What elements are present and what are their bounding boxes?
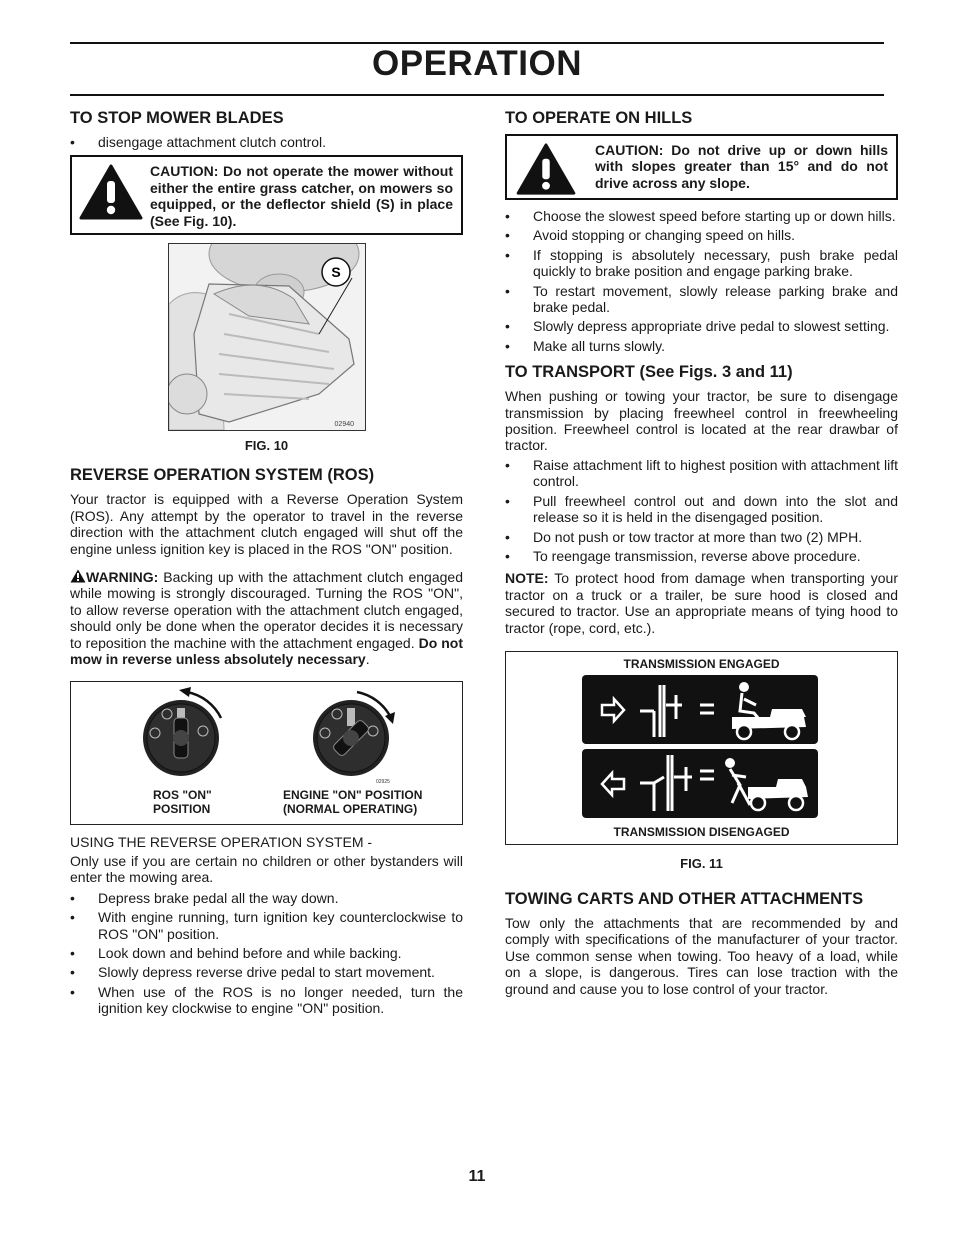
towing-paragraph: Tow only the attachments that are recommended by and comply with specifications of the manufacturer of your tractor. Use common sense when towing. Too heavy of a load, while on a slope, is dangerous. Tires can lose traction with the ground and cause you to lose control of your tractor. (505, 914, 898, 997)
list-item: • To reengage transmission, reverse above procedure. (505, 548, 898, 564)
list-item: • disengage attachment clutch control. (70, 134, 463, 150)
ros-on-label-line1: ROS "ON" (153, 788, 212, 803)
warning-text: Backing up with the attachment clutch engaged while mowing is strongly discouraged. Turning the ROS "ON", to allow reverse operation with the attachment clutch engaged, should only be done when the operator decides it is necessary to reposition the machine with the attachment engaged. (70, 569, 463, 651)
deflector-shield-illustration (169, 244, 365, 430)
fig-10-image (168, 243, 366, 431)
transport-list (505, 457, 898, 564)
page-number: 11 (468, 1168, 486, 1185)
transmission-engaged-label: TRANSMISSION ENGAGED (623, 656, 780, 671)
ros-paragraph: Your tractor is equipped with a Reverse Operation System (ROS). Any attempt by the operator to travel in the reverse direction with the attachment clutch engaged will shut off the engine unless ignition key is placed in the ROS "ON" position. (70, 491, 463, 557)
caution-box-hills (505, 134, 898, 200)
caution-text: CAUTION: Do not drive up or down hills with slopes greater than 15° and do not drive across any slope. (595, 142, 888, 191)
header-bottom-rule (70, 94, 884, 96)
ros-heading: REVERSE OPERATION SYSTEM (ROS) (70, 466, 375, 485)
caution-triangle-icon (78, 163, 144, 221)
transmission-disengaged-pictogram (582, 749, 818, 818)
stop-blades-heading: TO STOP MOWER BLADES (70, 109, 284, 127)
engine-on-label (283, 789, 422, 816)
left-column (70, 108, 463, 1020)
note-label: NOTE: (505, 570, 549, 587)
list-item: • Slowly depress reverse drive pedal to start movement. (70, 964, 463, 980)
hills-list (505, 208, 898, 354)
list-item: • Make all turns slowly. (505, 338, 898, 354)
list-item: • Pull freewheel control out and down into the slot and release so it is held in the disengaged position. (505, 493, 898, 526)
page-title: OPERATION (372, 44, 582, 83)
towing-heading: TOWING CARTS AND OTHER ATTACHMENTS (505, 889, 864, 908)
using-ros-paragraph: Only use if you are certain no children or other bystanders will enter the mowing area. (70, 852, 463, 886)
ros-on-label-line2: POSITION (153, 801, 211, 816)
caution-text: CAUTION: Do not operate the mower without either the entire grass catcher, on mowers so equipped, or the deflector shield (S) in place (See Fig. 10). (150, 163, 453, 229)
engine-on-label-line2: (NORMAL OPERATING) (283, 801, 418, 816)
ignition-fig-code: 02925 (376, 779, 390, 786)
warning-end: . (365, 651, 370, 668)
caution-box-grass-catcher (70, 155, 463, 235)
note-text: To protect hood from damage when transporting your tractor on a truck or a trailer, be sure hood is closed and secured to tractor. Use an appropriate means of tying hood to tractor (rope, cord, etc.). (505, 570, 898, 636)
engine-on-label-line1: ENGINE "ON" POSITION (283, 788, 423, 803)
stop-blades-list (70, 134, 463, 150)
transmission-engaged-pictogram (582, 675, 818, 744)
list-item: • With engine running, turn ignition key counterclockwise to ROS "ON" position. (70, 909, 463, 942)
ros-warning (70, 569, 463, 667)
fig-11-box (505, 651, 898, 845)
using-ros-list (70, 890, 463, 1017)
list-item: • When use of the ROS is no longer needed, turn the ignition key clockwise to engine "ON" position. (70, 984, 463, 1017)
fig-10-letter-s: S (331, 264, 341, 281)
list-item: • Slowly depress appropriate drive pedal to slowest setting. (505, 318, 898, 334)
ignition-switch-figure (70, 681, 463, 825)
warning-triangle-icon (70, 569, 86, 583)
list-item: • Look down and behind before and while backing. (70, 945, 463, 961)
list-item: • Raise attachment lift to highest position with attachment lift control. (505, 457, 898, 490)
list-item: • Depress brake pedal all the way down. (70, 890, 463, 906)
caution-triangle-icon (513, 142, 579, 196)
ros-on-label (153, 789, 212, 816)
transport-note (505, 570, 898, 636)
warning-label: WARNING: (86, 569, 159, 586)
hills-heading: TO OPERATE ON HILLS (505, 109, 693, 127)
fig-10-code: 02940 (334, 421, 354, 429)
using-ros-heading: USING THE REVERSE OPERATION SYSTEM - (70, 834, 373, 851)
list-item: • To restart movement, slowly release parking brake and brake pedal. (505, 283, 898, 316)
transport-heading: TO TRANSPORT (See Figs. 3 and 11) (505, 363, 793, 382)
transmission-disengaged-label: TRANSMISSION DISENGAGED (613, 824, 790, 839)
transport-paragraph: When pushing or towing your tractor, be sure to disengage transmission by placing freewheel control in freewheeling position. Freewheel control is located at the rear drawbar of tractor. (505, 388, 898, 454)
right-column (505, 108, 898, 997)
fig-11-caption: FIG. 11 (680, 855, 723, 871)
list-item: • If stopping is absolutely necessary, push brake pedal quickly to brake position and engage parking brake. (505, 247, 898, 280)
list-item: • Avoid stopping or changing speed on hills. (505, 227, 898, 243)
fig-10-caption: FIG. 10 (244, 438, 289, 454)
list-item: • Do not push or tow tractor at more than two (2) MPH. (505, 529, 898, 545)
list-item: • Choose the slowest speed before starting up or down hills. (505, 208, 898, 224)
warning-bold-text: Do not mow in reverse unless absolutely necessary (70, 634, 463, 668)
